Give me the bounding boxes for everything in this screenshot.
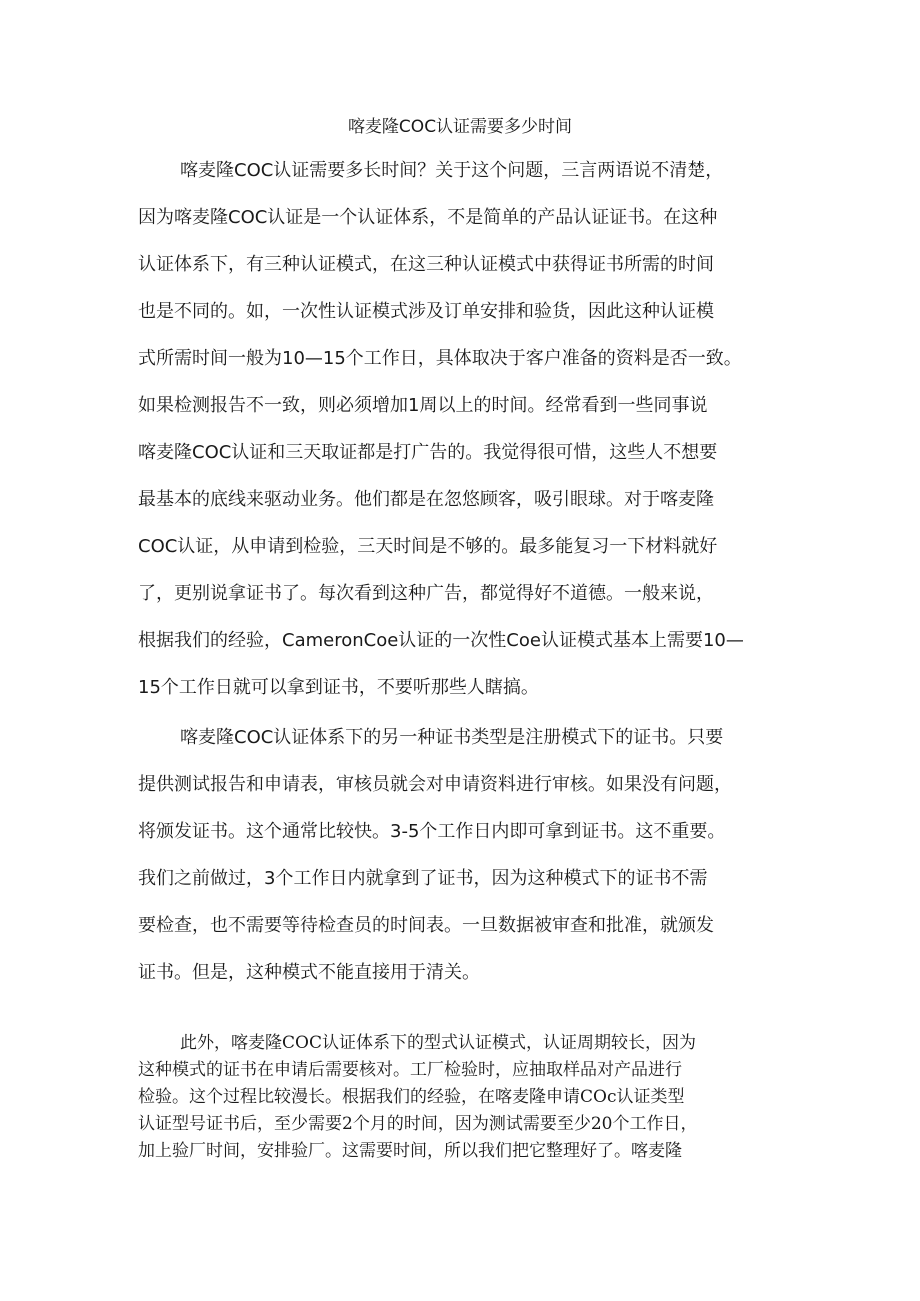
paragraph-line: 喀麦隆COC认证和三天取证都是打广告的。我觉得很可惜，这些人不想要 — [138, 442, 718, 463]
paragraph-line: 如果检测报告不一致，则必须增加1周以上的时间。经常看到一些同事说 — [138, 395, 708, 416]
paragraph-line: COC认证，从申请到检验，三天时间是不够的。最多能复习一下材料就好 — [138, 536, 718, 557]
paragraph-line: 认证体系下，有三种认证模式，在这三种认证模式中获得证书所需的时间 — [138, 254, 714, 275]
paragraph-line: 根据我们的经验，CameronCoe认证的一次性Coe认证模式基本上需要10— — [138, 630, 744, 651]
paragraph-line: 15个工作日就可以拿到证书，不要听那些人瞎搞。 — [138, 677, 539, 698]
paragraph-line: 喀麦隆COC认证体系下的另一种证书类型是注册模式下的证书。只要 — [180, 727, 724, 748]
paragraph-line: 喀麦隆COC认证需要多长时间？关于这个问题，三言两语说不清楚， — [180, 160, 724, 181]
paragraph-line: 了，更别说拿证书了。每次看到这种广告，都觉得好不道德。一般来说， — [138, 583, 714, 604]
paragraph-line: 认证型号证书后，至少需要2个月的时间，因为测试需要至少20个工作日， — [138, 1114, 698, 1134]
paragraph-line: 式所需时间一般为10—15个工作日，具体取决于客户准备的资料是否一致。 — [138, 348, 742, 369]
paragraph-line: 将颁发证书。这个通常比较快。3-5个工作日内即可拿到证书。这不重要。 — [138, 821, 726, 842]
paragraph-line: 我们之前做过，3个工作日内就拿到了证书，因为这种模式下的证书不需 — [138, 868, 708, 889]
paragraph-line: 最基本的底线来驱动业务。他们都是在忽悠顾客，吸引眼球。对于喀麦隆 — [138, 489, 714, 510]
paragraph-line: 检验。这个过程比较漫长。根据我们的经验，在喀麦隆申请COc认证类型 — [138, 1087, 685, 1107]
paragraph-line: 这种模式的证书在申请后需要核对。工厂检验时，应抽取样品对产品进行 — [138, 1060, 682, 1080]
document-title: 喀麦隆COC认证需要多少时间 — [347, 117, 573, 137]
paragraph-line: 加上验厂时间，安排验厂。这需要时间，所以我们把它整理好了。喀麦隆 — [138, 1141, 682, 1161]
paragraph-line: 提供测试报告和申请表，审核员就会对申请资料进行审核。如果没有问题， — [138, 774, 732, 795]
paragraph-line: 因为喀麦隆COC认证是一个认证体系，不是简单的产品认证证书。在这种 — [138, 207, 718, 228]
paragraph-line: 证书。但是，这种模式不能直接用于清关。 — [138, 962, 480, 983]
paragraph-line: 此外，喀麦隆COC认证体系下的型式认证模式，认证周期较长，因为 — [180, 1033, 696, 1053]
paragraph-line: 也是不同的。如，一次性认证模式涉及订单安排和验货，因此这种认证模 — [138, 301, 714, 322]
paragraph-line: 要检查，也不需要等待检查员的时间表。一旦数据被审查和批准，就颁发 — [138, 915, 714, 936]
